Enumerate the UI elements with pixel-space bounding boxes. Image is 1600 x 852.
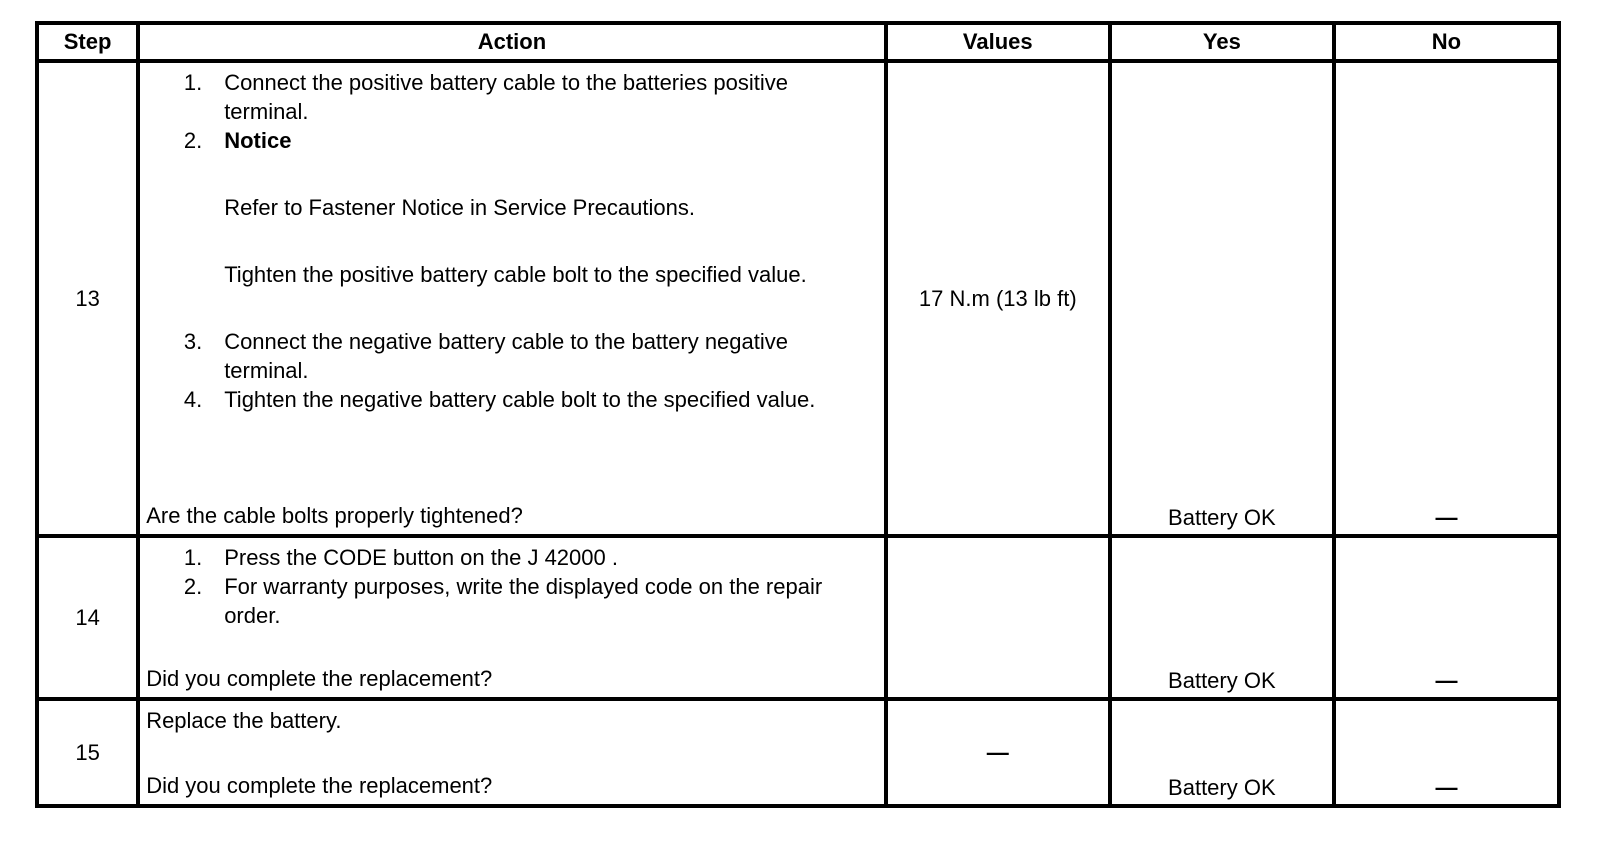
action-step [146, 68, 878, 126]
header-no: No [1334, 23, 1559, 61]
step-text: For warranty purposes, write the displayed code on the repair order. [224, 574, 823, 628]
action-steps [146, 68, 878, 414]
step-question: Did you complete the replacement? [146, 773, 493, 798]
header-action: Action [138, 23, 886, 61]
no-cell: — [1334, 536, 1559, 699]
action-cell [138, 536, 886, 699]
diagnostic-table [35, 21, 1561, 808]
step-question: Did you complete the replacement? [146, 666, 493, 691]
yes-cell: Battery OK [1110, 536, 1334, 699]
action-line: Replace the battery. [146, 708, 342, 733]
action-steps [146, 543, 878, 630]
step-number: 13 [37, 61, 138, 536]
step-index: 1. [183, 70, 203, 95]
notice-title: Notice [224, 128, 292, 153]
action-step [146, 126, 878, 289]
yes-cell: Battery OK [1110, 61, 1334, 536]
action-step [146, 385, 878, 414]
step-text: Tighten the negative battery cable bolt to the specified value. [224, 387, 816, 412]
action-step [146, 327, 878, 385]
table-row-step-14 [37, 536, 1559, 699]
step-text: Tighten the positive battery cable bolt to the specified value. [224, 262, 807, 287]
step-index: 3. [183, 329, 203, 354]
header-row [37, 23, 1559, 61]
table-row-step-13 [37, 61, 1559, 536]
yes-cell: Battery OK [1110, 699, 1334, 806]
step-number: 14 [37, 536, 138, 699]
no-cell: — [1334, 699, 1559, 806]
header-yes: Yes [1110, 23, 1334, 61]
action-step [146, 572, 878, 630]
value-cell [886, 536, 1110, 699]
step-text: Connect the positive battery cable to the batteries positive terminal. [224, 70, 788, 124]
step-index: 2. [183, 574, 203, 599]
table-row-step-15 [37, 699, 1559, 806]
action-cell [138, 61, 886, 536]
action-step [146, 543, 878, 572]
value-cell: 17 N.m (13 lb ft) [886, 61, 1110, 536]
header-step: Step [37, 23, 138, 61]
step-text: Press the CODE button on the J 42000 . [224, 545, 618, 570]
step-index: 4. [183, 387, 203, 412]
value-cell: — [886, 699, 1110, 806]
step-index: 2. [183, 128, 203, 153]
step-index: 1. [183, 545, 203, 570]
step-question: Are the cable bolts properly tightened? [146, 503, 523, 528]
header-values: Values [886, 23, 1110, 61]
notice-text: Refer to Fastener Notice in Service Precautions. [224, 195, 695, 220]
action-cell [138, 699, 886, 806]
no-cell: — [1334, 61, 1559, 536]
step-number: 15 [37, 699, 138, 806]
step-text: Connect the negative battery cable to the battery negative terminal. [224, 329, 789, 383]
